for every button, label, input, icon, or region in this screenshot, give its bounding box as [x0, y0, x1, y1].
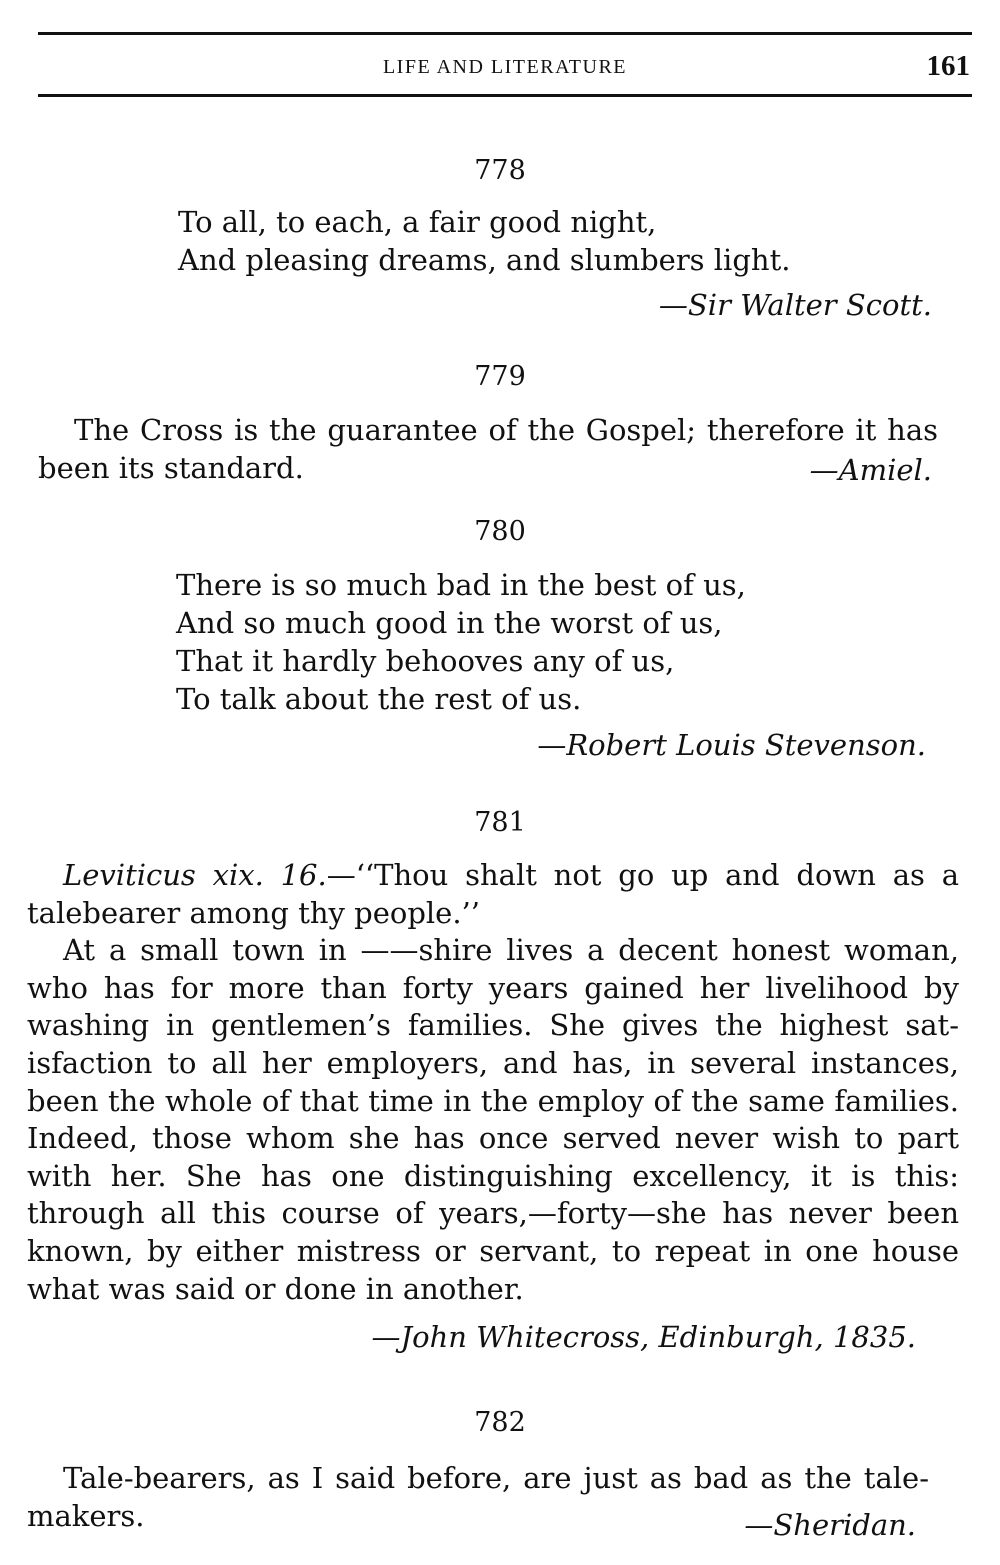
- verse: [176, 566, 746, 718]
- verse-line: That it hardly behooves any of us,: [176, 644, 675, 678]
- entry-number: 782: [474, 1407, 526, 1438]
- verse-line: To talk about the rest of us.: [176, 682, 582, 716]
- entry-number: 779: [474, 361, 526, 392]
- attribution: —Amiel.: [809, 453, 932, 487]
- entry-number: 778: [474, 155, 526, 186]
- verse: [178, 203, 790, 279]
- verse-line: And pleasing dreams, and slumbers light.: [178, 243, 791, 277]
- entry-text: [38, 412, 938, 487]
- header-rule: [38, 94, 972, 97]
- verse-line: And so much good in the worst of us,: [176, 606, 723, 640]
- attribution: —John Whitecross, Edinburgh, 1835.: [371, 1320, 916, 1354]
- scripture-reference: Leviticus xix. 16.: [63, 858, 327, 892]
- entry-number: 781: [474, 807, 526, 838]
- running-head: [38, 52, 972, 88]
- attribution: —Robert Louis Stevenson.: [537, 728, 926, 762]
- top-rule: [38, 32, 972, 35]
- section-title: LIFE AND LITERATURE: [382, 56, 628, 78]
- entry-text: [27, 857, 959, 1308]
- verse-line: There is so much bad in the best of us,: [176, 568, 746, 602]
- scripture-quote: —‘‘Thou shalt not go up and down as a talebearer among thy people.’’: [27, 858, 959, 930]
- paragraph: At a small town in ——shire lives a decent honest woman, who has for more than forty years gained her livelihood by washing in gentlemen’s families. She gives the highest satisfaction to all her employers, and has, in several instances, been the whole of that time in the employ of the same families. Indeed, those whom she has once served never wish to part with her. She has one distinguishing excellency, it is this: through all this course of years,—forty—she has never been known, by either mistress or servant, to repeat in one house what was said or done in another.: [27, 933, 959, 1306]
- verse-line: To all, to each, a fair good night,: [178, 205, 657, 239]
- entry-number: 780: [474, 516, 526, 547]
- attribution: —Sheridan.: [744, 1508, 916, 1542]
- scripture-paragraph: [27, 857, 959, 932]
- paragraph: The Cross is the guarantee of the Gospel; therefore it has been its standard.: [38, 413, 938, 485]
- page-number: 161: [926, 50, 970, 82]
- attribution: —Sir Walter Scott.: [658, 288, 932, 322]
- paragraph: Tale-bearers, as I said before, are just as bad as the talemakers.: [27, 1461, 929, 1533]
